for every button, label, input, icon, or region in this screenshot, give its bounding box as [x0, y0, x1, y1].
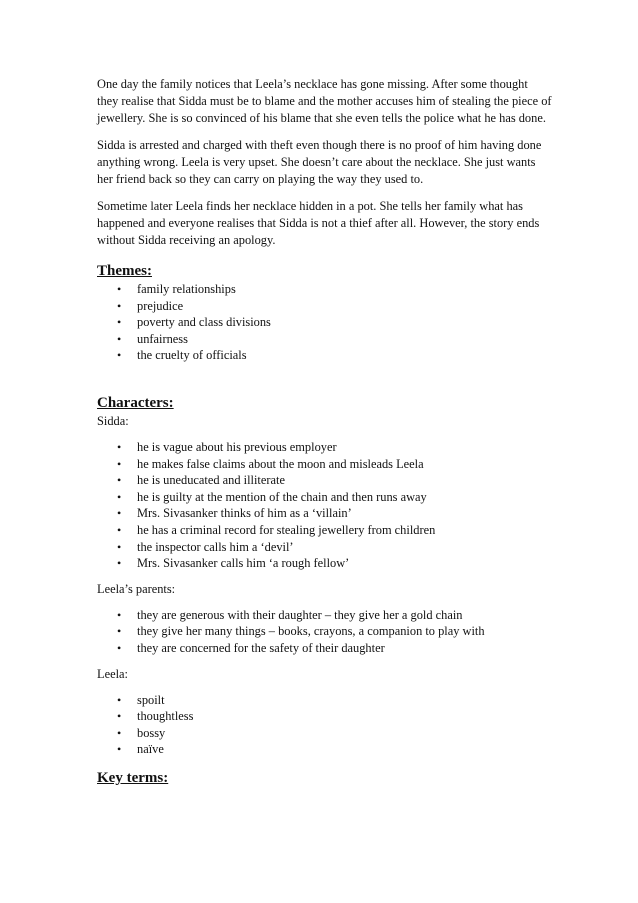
- list-item: • family relationships: [117, 282, 236, 296]
- bullet-icon: •: [117, 439, 122, 454]
- paragraph-sidda-arrested: Sidda is arrested and charged with theft even though there is no proof of him having done anything wrong. Leela is very upset. She doesn’t care about the necklace. She just wants her friend back so they can carry on playing the way they used to.: [97, 138, 542, 186]
- bullet-icon: •: [117, 282, 122, 296]
- bullet-icon: •: [117, 456, 122, 471]
- sidda-traits-list: [97, 439, 552, 572]
- list-item: • they are concerned for the safety of their daughter: [117, 640, 385, 655]
- document-content: [97, 76, 552, 788]
- list-item: • they are generous with their daughter – they give her a gold chain: [117, 607, 463, 622]
- leela-label: Leela:: [97, 666, 128, 681]
- bullet-icon: •: [117, 506, 122, 521]
- parents-traits-list: [97, 607, 552, 657]
- list-item: • he is uneducated and illiterate: [117, 473, 285, 488]
- bullet-icon: •: [117, 522, 122, 537]
- list-item: • the inspector calls him a ‘devil’: [117, 539, 294, 554]
- list-item: • prejudice: [117, 298, 184, 313]
- bullet-icon: •: [117, 489, 122, 504]
- list-item: • poverty and class divisions: [117, 315, 271, 330]
- list-item: • thoughtless: [117, 709, 194, 724]
- sidda-label: Sidda:: [97, 413, 129, 428]
- paragraph-necklace-found: Sometime later Leela finds her necklace hidden in a pot. She tells her family what has happened and everyone realises that Sidda is not a thief after all. However, the story ends without Sidda receiving an apology.: [97, 199, 540, 247]
- bullet-icon: •: [117, 539, 122, 554]
- list-item: • spoilt: [117, 692, 165, 707]
- bullet-icon: •: [117, 473, 122, 488]
- list-item: • he is vague about his previous employer: [117, 439, 337, 454]
- list-item: • Mrs. Sivasanker thinks of him as a ‘villain’: [117, 506, 352, 521]
- list-item: • naïve: [117, 742, 164, 757]
- bullet-icon: •: [117, 298, 122, 313]
- leela-traits-list: [97, 692, 552, 758]
- themes-heading: Themes:: [97, 263, 152, 279]
- characters-heading: Characters:: [97, 394, 174, 411]
- list-item: • they give her many things – books, crayons, a companion to play with: [117, 624, 485, 639]
- list-item: • unfairness: [117, 331, 188, 346]
- bullet-icon: •: [117, 607, 122, 622]
- bullet-icon: •: [117, 348, 122, 363]
- paragraph-necklace-missing: One day the family notices that Leela’s necklace has gone missing. After some thought they realise that Sidda must be to blame and the mother accuses him of stealing the piece of jewellery. She is so convinced of his blame that she even tells the police what he has done.: [97, 77, 552, 125]
- list-item: • he has a criminal record for stealing jewellery from children: [117, 522, 436, 537]
- key-terms-heading: Key terms:: [97, 769, 169, 786]
- list-item: • he makes false claims about the moon and misleads Leela: [117, 456, 424, 471]
- list-item: • Mrs. Sivasanker calls him ‘a rough fellow’: [117, 556, 350, 571]
- bullet-icon: •: [117, 331, 122, 346]
- bullet-icon: •: [117, 725, 122, 740]
- bullet-icon: •: [117, 709, 122, 724]
- list-item: • the cruelty of officials: [117, 348, 247, 363]
- bullet-icon: •: [117, 624, 122, 639]
- bullet-icon: •: [117, 556, 122, 571]
- bullet-icon: •: [117, 640, 122, 655]
- bullet-icon: •: [117, 692, 122, 707]
- themes-list: [97, 281, 552, 364]
- list-item: • he is guilty at the mention of the chain and then runs away: [117, 489, 427, 504]
- parents-label: Leela’s parents:: [97, 581, 176, 596]
- bullet-icon: •: [117, 742, 122, 757]
- bullet-icon: •: [117, 315, 122, 330]
- list-item: • bossy: [117, 725, 166, 740]
